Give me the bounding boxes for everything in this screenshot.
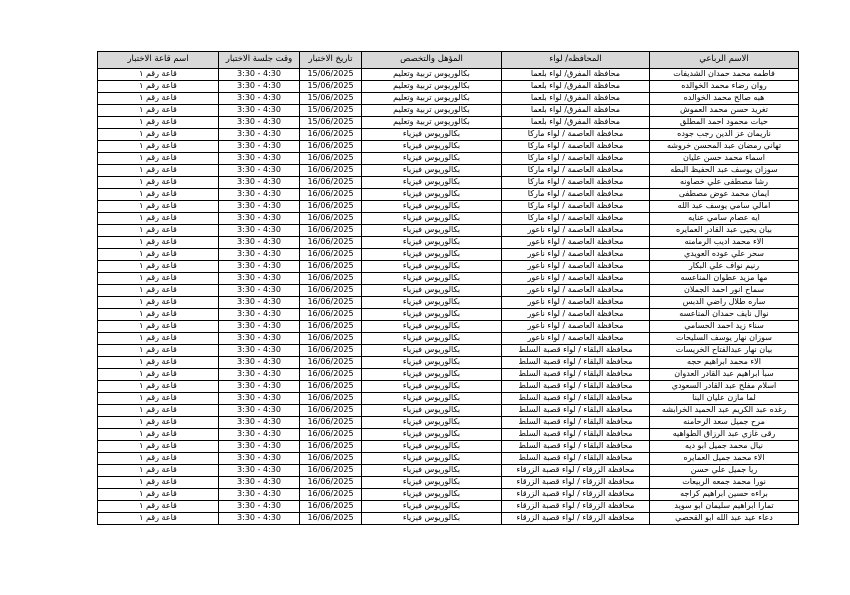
cell-governorate: محافظة البلقاء / لواء قصبة السلط: [502, 453, 650, 465]
cell-hall: قاعة رقم ١: [98, 261, 219, 273]
cell-hall: قاعة رقم ١: [98, 285, 219, 297]
cell-qualification: بكالوريوس فيزياء: [362, 297, 502, 309]
cell-name: ايمان محمد عوض مصطفى: [650, 189, 799, 201]
cell-governorate: محافظة البلقاء / لواء قصبة السلط: [502, 405, 650, 417]
table-row: [98, 297, 799, 309]
cell-hall: قاعة رقم ١: [98, 381, 219, 393]
cell-hall: قاعة رقم ١: [98, 489, 219, 501]
table-row: [98, 81, 799, 93]
cell-qualification: بكالوريوس فيزياء: [362, 393, 502, 405]
cell-qualification: بكالوريوس فيزياء: [362, 357, 502, 369]
cell-name: تهاني رمضان عبد المحسن خروشه: [650, 141, 799, 153]
cell-time: 3:30 - 4:30: [219, 153, 300, 165]
cell-name: هبه صالح محمد الخوالده: [650, 93, 799, 105]
cell-qualification: بكالوريوس فيزياء: [362, 429, 502, 441]
cell-qualification: بكالوريوس تربية وتعليم: [362, 81, 502, 93]
cell-date: 16/06/2025: [300, 129, 362, 141]
cell-time: 3:30 - 4:30: [219, 441, 300, 453]
cell-date: 16/06/2025: [300, 261, 362, 273]
cell-name: نوال نايف حمدان المناعسه: [650, 309, 799, 321]
cell-governorate: محافظة المفرق/ لواء بلعما: [502, 105, 650, 117]
table-row: [98, 129, 799, 141]
cell-date: 16/06/2025: [300, 465, 362, 477]
cell-hall: قاعة رقم ١: [98, 81, 219, 93]
cell-name: بيان نهار عبدالفتاح الخريسات: [650, 345, 799, 357]
cell-governorate: محافظة البلقاء / لواء قصبة السلط: [502, 441, 650, 453]
cell-governorate: محافظة العاصمة / لواء ناعور: [502, 273, 650, 285]
cell-governorate: محافظة العاصمة / لواء ماركا: [502, 201, 650, 213]
cell-governorate: محافظة العاصمة / لواء ناعور: [502, 237, 650, 249]
cell-date: 16/06/2025: [300, 249, 362, 261]
cell-qualification: بكالوريوس فيزياء: [362, 381, 502, 393]
cell-time: 3:30 - 4:30: [219, 369, 300, 381]
cell-date: 16/06/2025: [300, 177, 362, 189]
header-row: [98, 52, 799, 69]
cell-governorate: محافظة العاصمة / لواء ماركا: [502, 177, 650, 189]
cell-date: 16/06/2025: [300, 405, 362, 417]
cell-time: 3:30 - 4:30: [219, 189, 300, 201]
cell-name: سبأ ابراهيم عبد القادر العدوان: [650, 369, 799, 381]
table-row: [98, 501, 799, 513]
table-row: [98, 141, 799, 153]
cell-governorate: محافظة الزرقاء / لواء قصبة الزرقاء: [502, 489, 650, 501]
cell-date: 16/06/2025: [300, 393, 362, 405]
cell-date: 16/06/2025: [300, 213, 362, 225]
cell-name: امالي سامي يوسف عبد الله: [650, 201, 799, 213]
cell-hall: قاعة رقم ١: [98, 213, 219, 225]
cell-time: 3:30 - 4:30: [219, 321, 300, 333]
cell-name: سماح انور احمد الجملان: [650, 285, 799, 297]
cell-date: 16/06/2025: [300, 477, 362, 489]
cell-hall: قاعة رقم ١: [98, 465, 219, 477]
cell-time: 3:30 - 4:30: [219, 429, 300, 441]
cell-governorate: محافظة العاصمة / لواء ماركا: [502, 129, 650, 141]
table-row: [98, 405, 799, 417]
table-row: [98, 357, 799, 369]
cell-governorate: محافظة البلقاء / لواء قصبة السلط: [502, 345, 650, 357]
cell-qualification: بكالوريوس فيزياء: [362, 213, 502, 225]
cell-time: 3:30 - 4:30: [219, 117, 300, 129]
cell-qualification: بكالوريوس تربية وتعليم: [362, 105, 502, 117]
cell-time: 3:30 - 4:30: [219, 141, 300, 153]
cell-hall: قاعة رقم ١: [98, 417, 219, 429]
cell-name: لما مازن عليان البنا: [650, 393, 799, 405]
cell-hall: قاعة رقم ١: [98, 201, 219, 213]
cell-qualification: بكالوريوس فيزياء: [362, 489, 502, 501]
cell-governorate: محافظة البلقاء / لواء قصبة السلط: [502, 381, 650, 393]
cell-time: 3:30 - 4:30: [219, 309, 300, 321]
cell-hall: قاعة رقم ١: [98, 369, 219, 381]
cell-qualification: بكالوريوس فيزياء: [362, 345, 502, 357]
table-row: [98, 117, 799, 129]
cell-date: 16/06/2025: [300, 225, 362, 237]
table-row: [98, 249, 799, 261]
cell-qualification: بكالوريوس تربية وتعليم: [362, 69, 502, 81]
cell-hall: قاعة رقم ١: [98, 273, 219, 285]
table-row: [98, 453, 799, 465]
cell-qualification: بكالوريوس فيزياء: [362, 165, 502, 177]
cell-date: 16/06/2025: [300, 441, 362, 453]
cell-name: فاطمه محمد حمدان الشديفات: [650, 69, 799, 81]
cell-hall: قاعة رقم ١: [98, 153, 219, 165]
cell-qualification: بكالوريوس فيزياء: [362, 477, 502, 489]
cell-hall: قاعة رقم ١: [98, 393, 219, 405]
cell-hall: قاعة رقم ١: [98, 453, 219, 465]
table-row: [98, 93, 799, 105]
cell-governorate: محافظة البلقاء / لواء قصبة السلط: [502, 393, 650, 405]
cell-name: تغريد حسن محمد العموش: [650, 105, 799, 117]
cell-date: 16/06/2025: [300, 369, 362, 381]
cell-qualification: بكالوريوس فيزياء: [362, 129, 502, 141]
cell-date: 16/06/2025: [300, 501, 362, 513]
cell-hall: قاعة رقم ١: [98, 249, 219, 261]
cell-qualification: بكالوريوس فيزياء: [362, 333, 502, 345]
cell-date: 16/06/2025: [300, 237, 362, 249]
cell-governorate: محافظة البلقاء / لواء قصبة السلط: [502, 369, 650, 381]
cell-name: براءه حسين ابراهيم كراجه: [650, 489, 799, 501]
table-row: [98, 333, 799, 345]
cell-name: سوزان نهار يوسف السليحات: [650, 333, 799, 345]
cell-qualification: بكالوريوس فيزياء: [362, 153, 502, 165]
col-header-qualification: المؤهل والتخصص: [362, 52, 502, 69]
table-row: [98, 153, 799, 165]
cell-time: 3:30 - 4:30: [219, 489, 300, 501]
col-header-full-name: الاسم الرباعي: [650, 52, 799, 69]
cell-governorate: محافظة البلقاء / لواء قصبة السلط: [502, 417, 650, 429]
table-row: [98, 441, 799, 453]
cell-date: 15/06/2025: [300, 93, 362, 105]
cell-time: 3:30 - 4:30: [219, 297, 300, 309]
cell-date: 15/06/2025: [300, 117, 362, 129]
table-row: [98, 177, 799, 189]
table-row: [98, 285, 799, 297]
cell-time: 3:30 - 4:30: [219, 237, 300, 249]
table-row: [98, 201, 799, 213]
cell-time: 3:30 - 4:30: [219, 261, 300, 273]
cell-name: سحر علي عوده العويدي: [650, 249, 799, 261]
cell-governorate: محافظة العاصمة / لواء ناعور: [502, 321, 650, 333]
table-row: [98, 213, 799, 225]
cell-hall: قاعة رقم ١: [98, 129, 219, 141]
cell-date: 16/06/2025: [300, 165, 362, 177]
cell-governorate: محافظة البلقاء / لواء قصبة السلط: [502, 429, 650, 441]
cell-time: 3:30 - 4:30: [219, 345, 300, 357]
cell-name: سناء زيد احمد الحسامي: [650, 321, 799, 333]
cell-governorate: محافظة العاصمة / لواء ماركا: [502, 189, 650, 201]
table-row: [98, 189, 799, 201]
cell-hall: قاعة رقم ١: [98, 117, 219, 129]
cell-name: دعاء عيد عبد الله ابو القحصي: [650, 513, 799, 525]
cell-governorate: محافظة العاصمة / لواء ناعور: [502, 225, 650, 237]
table-row: [98, 225, 799, 237]
cell-time: 3:30 - 4:30: [219, 213, 300, 225]
cell-qualification: بكالوريوس فيزياء: [362, 417, 502, 429]
cell-governorate: محافظة العاصمة / لواء ماركا: [502, 141, 650, 153]
cell-name: نيال محمد جميل ابو ديه: [650, 441, 799, 453]
cell-time: 3:30 - 4:30: [219, 357, 300, 369]
col-header-exam-hall: اسم قاعة الاختبار: [98, 52, 219, 69]
cell-qualification: بكالوريوس فيزياء: [362, 465, 502, 477]
cell-qualification: بكالوريوس فيزياء: [362, 285, 502, 297]
cell-time: 3:30 - 4:30: [219, 177, 300, 189]
cell-qualification: بكالوريوس تربية وتعليم: [362, 117, 502, 129]
cell-hall: قاعة رقم ١: [98, 321, 219, 333]
cell-hall: قاعة رقم ١: [98, 189, 219, 201]
cell-governorate: محافظة الزرقاء / لواء قصبة الزرقاء: [502, 465, 650, 477]
cell-hall: قاعة رقم ١: [98, 429, 219, 441]
cell-governorate: محافظة العاصمة / لواء ناعور: [502, 297, 650, 309]
cell-qualification: بكالوريوس فيزياء: [362, 201, 502, 213]
cell-qualification: بكالوريوس فيزياء: [362, 501, 502, 513]
cell-governorate: محافظة المفرق/ لواء بلعما: [502, 93, 650, 105]
cell-time: 3:30 - 4:30: [219, 201, 300, 213]
cell-date: 16/06/2025: [300, 201, 362, 213]
cell-name: الاء محمد ابراهيم حجه: [650, 357, 799, 369]
cell-governorate: محافظة العاصمة / لواء ناعور: [502, 249, 650, 261]
cell-hall: قاعة رقم ١: [98, 441, 219, 453]
cell-hall: قاعة رقم ١: [98, 501, 219, 513]
cell-governorate: محافظة الزرقاء / لواء قصبة الزرقاء: [502, 513, 650, 525]
cell-time: 3:30 - 4:30: [219, 165, 300, 177]
table-row: [98, 309, 799, 321]
cell-date: 16/06/2025: [300, 453, 362, 465]
cell-date: 16/06/2025: [300, 429, 362, 441]
table-row: [98, 165, 799, 177]
cell-hall: قاعة رقم ١: [98, 345, 219, 357]
cell-name: ناريمان عز الدين رجب جوده: [650, 129, 799, 141]
cell-hall: قاعة رقم ١: [98, 477, 219, 489]
cell-date: 15/06/2025: [300, 105, 362, 117]
table-row: [98, 477, 799, 489]
cell-name: اسلام مفلح عبد القادر السعودي: [650, 381, 799, 393]
cell-governorate: محافظة العاصمة / لواء ناعور: [502, 333, 650, 345]
cell-qualification: بكالوريوس فيزياء: [362, 369, 502, 381]
cell-name: حيات محمود احمد المطلق: [650, 117, 799, 129]
cell-governorate: محافظة المفرق/ لواء بلعما: [502, 69, 650, 81]
cell-qualification: بكالوريوس فيزياء: [362, 273, 502, 285]
cell-hall: قاعة رقم ١: [98, 357, 219, 369]
cell-date: 16/06/2025: [300, 309, 362, 321]
cell-time: 3:30 - 4:30: [219, 417, 300, 429]
cell-time: 3:30 - 4:30: [219, 333, 300, 345]
cell-time: 3:30 - 4:30: [219, 93, 300, 105]
cell-name: الاء محمد اديب الرمامنه: [650, 237, 799, 249]
cell-name: مها مزيد عطوان المناعسه: [650, 273, 799, 285]
cell-governorate: محافظة المفرق/ لواء بلعما: [502, 81, 650, 93]
cell-governorate: محافظة العاصمة / لواء ناعور: [502, 261, 650, 273]
cell-date: 16/06/2025: [300, 321, 362, 333]
cell-date: 16/06/2025: [300, 381, 362, 393]
table-body: [98, 69, 799, 525]
table-row: [98, 261, 799, 273]
cell-date: 16/06/2025: [300, 297, 362, 309]
cell-date: 16/06/2025: [300, 189, 362, 201]
cell-hall: قاعة رقم ١: [98, 177, 219, 189]
cell-time: 3:30 - 4:30: [219, 225, 300, 237]
table-row: [98, 489, 799, 501]
cell-hall: قاعة رقم ١: [98, 237, 219, 249]
cell-qualification: بكالوريوس فيزياء: [362, 309, 502, 321]
cell-time: 3:30 - 4:30: [219, 249, 300, 261]
table-row: [98, 237, 799, 249]
table-row: [98, 321, 799, 333]
cell-qualification: بكالوريوس فيزياء: [362, 177, 502, 189]
cell-date: 16/06/2025: [300, 285, 362, 297]
table-row: [98, 381, 799, 393]
cell-name: سوزان يوسف عبد الحفيظ البطه: [650, 165, 799, 177]
cell-qualification: بكالوريوس فيزياء: [362, 405, 502, 417]
cell-qualification: بكالوريوس فيزياء: [362, 141, 502, 153]
cell-date: 16/06/2025: [300, 273, 362, 285]
cell-date: 16/06/2025: [300, 489, 362, 501]
cell-time: 3:30 - 4:30: [219, 465, 300, 477]
cell-date: 16/06/2025: [300, 333, 362, 345]
cell-name: ساره طلال راضي الدبس: [650, 297, 799, 309]
cell-name: الاء محمد جميل العمايره: [650, 453, 799, 465]
cell-qualification: بكالوريوس فيزياء: [362, 189, 502, 201]
cell-hall: قاعة رقم ١: [98, 297, 219, 309]
cell-qualification: بكالوريوس تربية وتعليم: [362, 93, 502, 105]
cell-name: رشا مصطفى علي خصاونه: [650, 177, 799, 189]
cell-name: رغده عبد الكريم عبد الحميد الخرابشه: [650, 405, 799, 417]
cell-governorate: محافظة العاصمة / لواء ناعور: [502, 285, 650, 297]
cell-time: 3:30 - 4:30: [219, 393, 300, 405]
cell-qualification: بكالوريوس فيزياء: [362, 261, 502, 273]
cell-name: تمارا ابراهيم سليمان ابو سويد: [650, 501, 799, 513]
cell-name: رقى غازي عبد الرزاق الطواهيه: [650, 429, 799, 441]
cell-hall: قاعة رقم ١: [98, 309, 219, 321]
cell-date: 16/06/2025: [300, 513, 362, 525]
table-row: [98, 369, 799, 381]
cell-governorate: محافظة الزرقاء / لواء قصبة الزرقاء: [502, 477, 650, 489]
cell-qualification: بكالوريوس فيزياء: [362, 237, 502, 249]
cell-governorate: محافظة المفرق/ لواء بلعما: [502, 117, 650, 129]
cell-name: روان رضاء محمد الخوالده: [650, 81, 799, 93]
cell-date: 16/06/2025: [300, 417, 362, 429]
cell-date: 16/06/2025: [300, 153, 362, 165]
cell-governorate: محافظة العاصمة / لواء ماركا: [502, 165, 650, 177]
cell-time: 3:30 - 4:30: [219, 69, 300, 81]
cell-name: مرح جميل سعد الرحامنه: [650, 417, 799, 429]
table-row: [98, 393, 799, 405]
col-header-exam-time: وقت جلسة الاختبار: [219, 52, 300, 69]
cell-governorate: محافظة البلقاء / لواء قصبة السلط: [502, 357, 650, 369]
table-row: [98, 417, 799, 429]
cell-qualification: بكالوريوس فيزياء: [362, 453, 502, 465]
cell-date: 15/06/2025: [300, 69, 362, 81]
cell-hall: قاعة رقم ١: [98, 165, 219, 177]
cell-date: 16/06/2025: [300, 357, 362, 369]
cell-date: 15/06/2025: [300, 81, 362, 93]
exam-schedule-table: [97, 51, 799, 525]
table-row: [98, 465, 799, 477]
cell-hall: قاعة رقم ١: [98, 333, 219, 345]
cell-name: نورا محمد جمعه الربيعات: [650, 477, 799, 489]
cell-name: اسماء محمد حسن عليان: [650, 153, 799, 165]
col-header-exam-date: تاريخ الاختبار: [300, 52, 362, 69]
cell-hall: قاعة رقم ١: [98, 405, 219, 417]
cell-qualification: بكالوريوس فيزياء: [362, 441, 502, 453]
table-header: [98, 52, 799, 69]
table-row: [98, 69, 799, 81]
cell-time: 3:30 - 4:30: [219, 81, 300, 93]
cell-date: 16/06/2025: [300, 345, 362, 357]
cell-hall: قاعة رقم ١: [98, 93, 219, 105]
cell-time: 3:30 - 4:30: [219, 501, 300, 513]
cell-governorate: محافظة العاصمة / لواء ناعور: [502, 309, 650, 321]
cell-time: 3:30 - 4:30: [219, 273, 300, 285]
cell-hall: قاعة رقم ١: [98, 225, 219, 237]
cell-time: 3:30 - 4:30: [219, 285, 300, 297]
cell-hall: قاعة رقم ١: [98, 141, 219, 153]
cell-name: ريا جميل علي حسن: [650, 465, 799, 477]
table-row: [98, 345, 799, 357]
cell-qualification: بكالوريوس فيزياء: [362, 321, 502, 333]
cell-hall: قاعة رقم ١: [98, 69, 219, 81]
cell-qualification: بكالوريوس فيزياء: [362, 225, 502, 237]
cell-name: بيان يحيى عبد القادر العمايره: [650, 225, 799, 237]
table-row: [98, 273, 799, 285]
cell-governorate: محافظة العاصمة / لواء ماركا: [502, 153, 650, 165]
cell-time: 3:30 - 4:30: [219, 105, 300, 117]
col-header-governorate: المحافظه/ لواء: [502, 52, 650, 69]
cell-time: 3:30 - 4:30: [219, 405, 300, 417]
cell-hall: قاعة رقم ١: [98, 105, 219, 117]
table-row: [98, 513, 799, 525]
table-row: [98, 429, 799, 441]
cell-time: 3:30 - 4:30: [219, 513, 300, 525]
table-row: [98, 105, 799, 117]
cell-qualification: بكالوريوس فيزياء: [362, 513, 502, 525]
cell-time: 3:30 - 4:30: [219, 453, 300, 465]
cell-time: 3:30 - 4:30: [219, 381, 300, 393]
cell-name: رنيم نواف علي البكار: [650, 261, 799, 273]
cell-governorate: محافظة العاصمة / لواء ماركا: [502, 213, 650, 225]
cell-date: 16/06/2025: [300, 141, 362, 153]
cell-name: ايه عصام سامي عنايه: [650, 213, 799, 225]
cell-governorate: محافظة الزرقاء / لواء قصبة الزرقاء: [502, 501, 650, 513]
cell-hall: قاعة رقم ١: [98, 513, 219, 525]
cell-time: 3:30 - 4:30: [219, 129, 300, 141]
cell-qualification: بكالوريوس فيزياء: [362, 249, 502, 261]
cell-time: 3:30 - 4:30: [219, 477, 300, 489]
